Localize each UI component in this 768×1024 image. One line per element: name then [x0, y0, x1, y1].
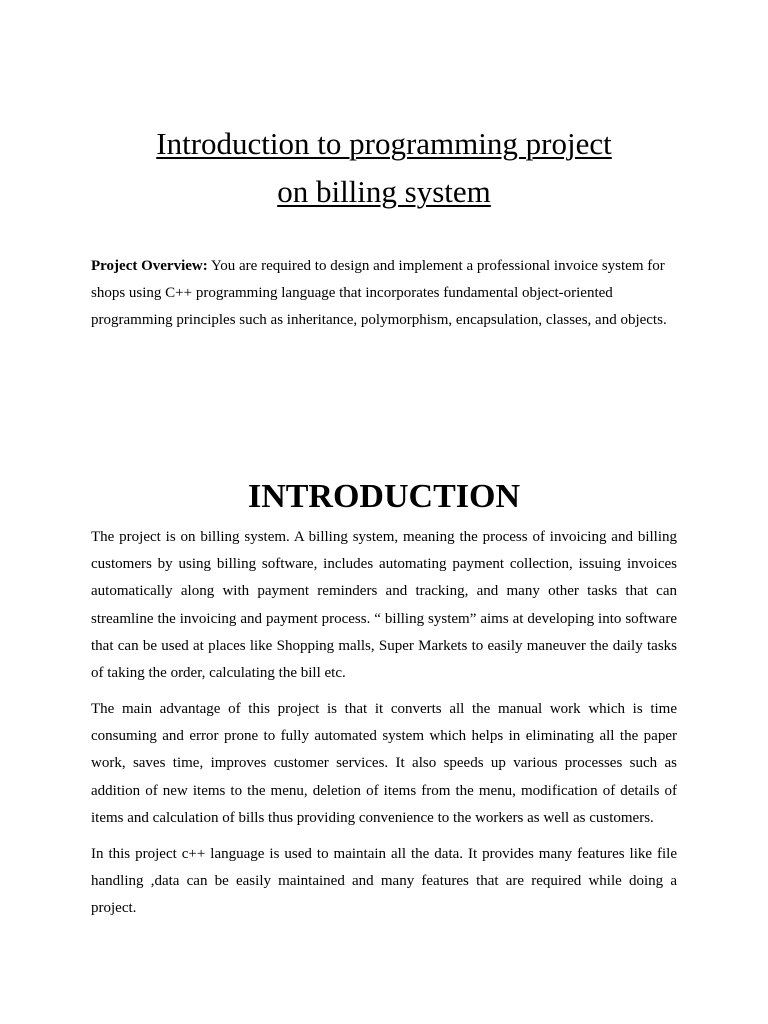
- document-title-line-2: on billing system: [277, 174, 491, 209]
- document-title: [0, 120, 768, 216]
- document-title-line-1: Introduction to programming project: [156, 126, 612, 161]
- section-heading-introduction: INTRODUCTION: [247, 478, 521, 515]
- intro-paragraph-1: The project is on billing system. A billing system, meaning the process of invoicing and billing customers by using billing software, includes automating payment collection, issuing invoices automatically along with payment reminders and tracking, and many other tasks that can streamline the invoicing and payment process. “ billing system” aims at developing into software that can be used at places like Shopping malls, Super Markets to easily maneuver the daily tasks of taking the order, calculating the bill etc.: [91, 529, 677, 682]
- intro-paragraph-2: The main advantage of this project is that it converts all the manual work which is time consuming and error prone to fully automated system which helps in eliminating all the paper work, saves time, improves customer services. It also speeds up various processes such as addition of new items to the menu, deletion of items from the menu, modification of details of items and calculation of bills thus providing convenience to the workers as well as customers.: [91, 701, 677, 826]
- project-overview-label: Project Overview:: [91, 258, 208, 274]
- project-overview-text: You are required to design and implement a professional invoice system for shops using C++ programming language that incorporates fundamental object-oriented programming principles such as inheritance, polymorphism, encapsulation, classes, and objects.: [91, 258, 667, 328]
- intro-paragraph-3: In this project c++ language is used to maintain all the data. It provides many features like file handling ,data can be easily maintained and many features that are required while doing a project.: [91, 846, 677, 917]
- project-overview: [91, 253, 681, 334]
